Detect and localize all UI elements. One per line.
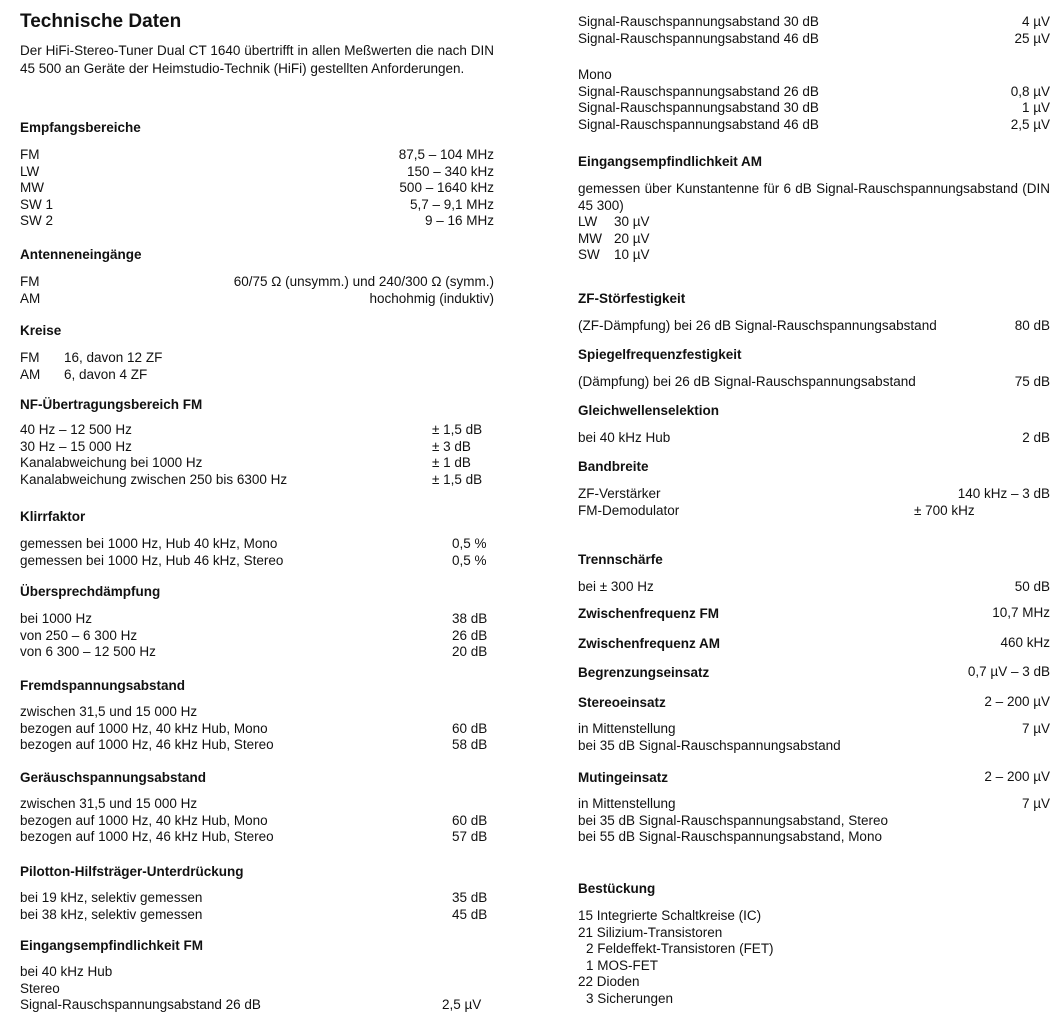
- spec-row: (ZF-Dämpfung) bei 26 dB Signal-Rauschspannungsabstand 80 dB: [578, 318, 1050, 333]
- spec-row: Signal-Rauschspannungsabstand 26 dB 0,8 µV: [578, 83, 1050, 99]
- spec-row: MW 500 – 1640 kHz: [20, 180, 494, 195]
- spec-row: LW 30 µV: [578, 214, 650, 229]
- spec-line: bei 35 dB Signal-Rauschspannungsabstand: [578, 737, 841, 753]
- spec-row: FM 87,5 – 104 MHz: [20, 147, 494, 162]
- section-heading: Kreise: [20, 323, 62, 338]
- spec-row: SW 10 µV: [578, 247, 650, 262]
- spec-row: Signal-Rauschspannungsabstand 30 dB 1 µV: [578, 100, 1050, 115]
- spec-row: MW 20 µV: [578, 230, 650, 246]
- spec-row: bei 1000 Hz 38 dB: [20, 611, 488, 626]
- spec-row: Signal-Rauschspannungsabstand 30 dB 4 µV: [578, 14, 1050, 29]
- list-item: 1 MOS-FET: [586, 957, 659, 973]
- section-heading: Übersprechdämpfung: [20, 584, 161, 599]
- section-heading: Pilotton-Hilfsträger-Unterdrückung: [20, 864, 244, 879]
- section-spiegelfrequenzfestigkeit: [578, 346, 1050, 391]
- section-nf-uebertragungsbereich: [20, 396, 494, 488]
- spec-value: 2 – 200 µV: [984, 694, 1050, 709]
- spec-row: 40 Hz – 12 500 Hz ± 1,5 dB: [20, 422, 483, 437]
- section-bestueckung: [578, 880, 1050, 1007]
- section-bandbreite: [578, 458, 1050, 519]
- section-fremdspannungsabstand: [20, 677, 494, 754]
- spec-row: in Mittenstellung 7 µV: [578, 796, 1050, 811]
- section-heading: Mutingeinsatz: [578, 770, 668, 785]
- spec-line: bei 40 kHz Hub: [20, 964, 113, 979]
- spec-row: AM 6, davon 4 ZF: [20, 366, 148, 382]
- spec-row: von 6 300 – 12 500 Hz 20 dB: [20, 644, 488, 659]
- spec-row: Signal-Rauschspannungsabstand 26 dB 2,5 µV: [20, 997, 482, 1012]
- spec-row: SW 2 9 – 16 MHz: [20, 213, 494, 228]
- spec-line: gemessen über Kunstantenne für 6 dB Signal-Rauschspannungsabstand (DIN 45 300): [578, 181, 1050, 213]
- section-heading: Eingangsempfindlichkeit AM: [578, 154, 763, 169]
- section-zf-stoerfestigkeit: [578, 290, 1050, 335]
- section-begrenzungseinsatz: [578, 664, 1050, 681]
- spec-row: 30 Hz – 15 000 Hz ± 3 dB: [20, 438, 471, 454]
- section-zwischenfrequenz-fm: [578, 605, 1050, 622]
- section-heading: ZF-Störfestigkeit: [578, 291, 686, 306]
- spec-row: bei 40 kHz Hub 2 dB: [578, 430, 1050, 445]
- list-item: 22 Dioden: [578, 974, 640, 989]
- section-empfangsbereiche: [20, 119, 494, 230]
- spec-row: bezogen auf 1000 Hz, 40 kHz Hub, Mono 60 dB: [20, 720, 488, 736]
- section-heading: Eingangsempfindlichkeit FM: [20, 938, 204, 953]
- spec-row: ZF-Verstärker 140 kHz – 3 dB: [578, 486, 1050, 501]
- section-heading: Geräuschspannungsabstand: [20, 770, 207, 785]
- spec-line: zwischen 31,5 und 15 000 Hz: [20, 796, 198, 811]
- section-stereoeinsatz: [578, 694, 1050, 754]
- spec-row: gemessen bei 1000 Hz, Hub 40 kHz, Mono 0,5 %: [20, 536, 487, 551]
- section-heading: Bestückung: [578, 881, 656, 896]
- spec-row: FM 16, davon 12 ZF: [20, 350, 163, 365]
- section-heading: Klirrfaktor: [20, 509, 86, 524]
- section-eingangsempfindlichkeit-fm: [20, 937, 494, 1014]
- spec-row: gemessen bei 1000 Hz, Hub 46 kHz, Stereo 0,5 %: [20, 552, 487, 568]
- title-block: [20, 10, 494, 78]
- section-geraeuschspannungsabstand: [20, 769, 494, 846]
- spec-row: Signal-Rauschspannungsabstand 46 dB 2,5 µV: [578, 116, 1050, 132]
- spec-row: bezogen auf 1000 Hz, 46 kHz Hub, Stereo 58 dB: [20, 737, 488, 752]
- spec-row: AM hochohmig (induktiv): [20, 290, 494, 306]
- spec-row: bezogen auf 1000 Hz, 40 kHz Hub, Mono 60 dB: [20, 812, 488, 828]
- list-item: 21 Silizium-Transistoren: [578, 924, 723, 940]
- spec-row: Kanalabweichung bei 1000 Hz ± 1 dB: [20, 455, 471, 470]
- section-antenneneingaenge: [20, 246, 494, 307]
- section-uebersprechdaempfung: [20, 583, 494, 661]
- spec-value: 2 – 200 µV: [984, 769, 1050, 784]
- spec-value: 10,7 MHz: [992, 605, 1050, 620]
- section-heading: NF-Übertragungsbereich FM: [20, 397, 203, 412]
- spec-row: Kanalabweichung zwischen 250 bis 6300 Hz ± 1,5 dB: [20, 471, 483, 487]
- spec-row: bezogen auf 1000 Hz, 46 kHz Hub, Stereo 57 dB: [20, 829, 488, 844]
- section-heading: Gleichwellenselektion: [578, 403, 720, 418]
- spec-value: 460 kHz: [1000, 635, 1050, 650]
- list-item: 15 Integrierte Schaltkreise (IC): [578, 908, 762, 923]
- spec-row: FM-Demodulator ± 700 kHz: [578, 502, 975, 518]
- section-heading: Zwischenfrequenz FM: [578, 606, 720, 621]
- spec-row: (Dämpfung) bei 26 dB Signal-Rauschspannungsabstand 75 dB: [578, 374, 1050, 389]
- spec-line: zwischen 31,5 und 15 000 Hz: [20, 704, 198, 719]
- section-heading: Zwischenfrequenz AM: [578, 636, 721, 651]
- section-eingangsempfindlichkeit-am: [578, 153, 1050, 264]
- section-heading: Trennschärfe: [578, 552, 663, 567]
- spec-row: LW 150 – 340 kHz: [20, 163, 494, 179]
- list-item: 3 Sicherungen: [586, 990, 674, 1006]
- section-trennschaerfe: [578, 551, 1050, 596]
- section-heading: Empfangsbereiche: [20, 120, 141, 135]
- spec-row: bei 19 kHz, selektiv gemessen 35 dB: [20, 890, 488, 905]
- section-kreise: [20, 322, 494, 383]
- section-stereo-continued: [578, 14, 1050, 47]
- section-heading: Stereoeinsatz: [578, 695, 666, 710]
- spec-row: bei 38 kHz, selektiv gemessen 45 dB: [20, 906, 488, 922]
- spec-line: bei 35 dB Signal-Rauschspannungsabstand, Stereo: [578, 812, 888, 828]
- section-pilotton: [20, 863, 494, 923]
- section-heading: Bandbreite: [578, 459, 649, 474]
- section-klirrfaktor: [20, 508, 494, 569]
- section-gleichwellenselektion: [578, 402, 1050, 447]
- section-heading: Fremdspannungsabstand: [20, 678, 186, 693]
- section-zwischenfrequenz-am: [578, 635, 1050, 652]
- section-mutingeinsatz: [578, 769, 1050, 846]
- section-heading: Spiegelfrequenzfestigkeit: [578, 347, 742, 362]
- section-mono: [578, 67, 1050, 133]
- spec-line: bei 55 dB Signal-Rauschspannungsabstand, Mono: [578, 829, 882, 844]
- page-title: Technische Daten: [20, 11, 182, 32]
- section-heading: Begrenzungseinsatz: [578, 665, 710, 680]
- spec-row: bei ± 300 Hz 50 dB: [578, 579, 1050, 594]
- list-item: 2 Feldeffekt-Transistoren (FET): [586, 941, 774, 956]
- spec-row: SW 1 5,7 – 9,1 MHz: [20, 196, 494, 212]
- spec-value: 0,7 µV – 3 dB: [967, 664, 1050, 679]
- spec-line: Stereo: [20, 980, 60, 996]
- section-heading: Antenneneingänge: [20, 247, 142, 262]
- spec-row: von 250 – 6 300 Hz 26 dB: [20, 627, 488, 643]
- spec-row: Signal-Rauschspannungsabstand 46 dB 25 µV: [578, 30, 1050, 46]
- spec-line: Mono: [578, 67, 612, 82]
- spec-row: in Mittenstellung 7 µV: [578, 721, 1050, 736]
- spec-row: FM 60/75 Ω (unsymm.) und 240/300 Ω (symm.): [20, 274, 494, 289]
- intro-paragraph: Der HiFi-Stereo-Tuner Dual CT 1640 übertrifft in allen Meßwerten die nach DIN 45 500 an Geräte der Heimstudio-Technik (HiFi) gestellten Anforderungen.: [20, 43, 494, 76]
